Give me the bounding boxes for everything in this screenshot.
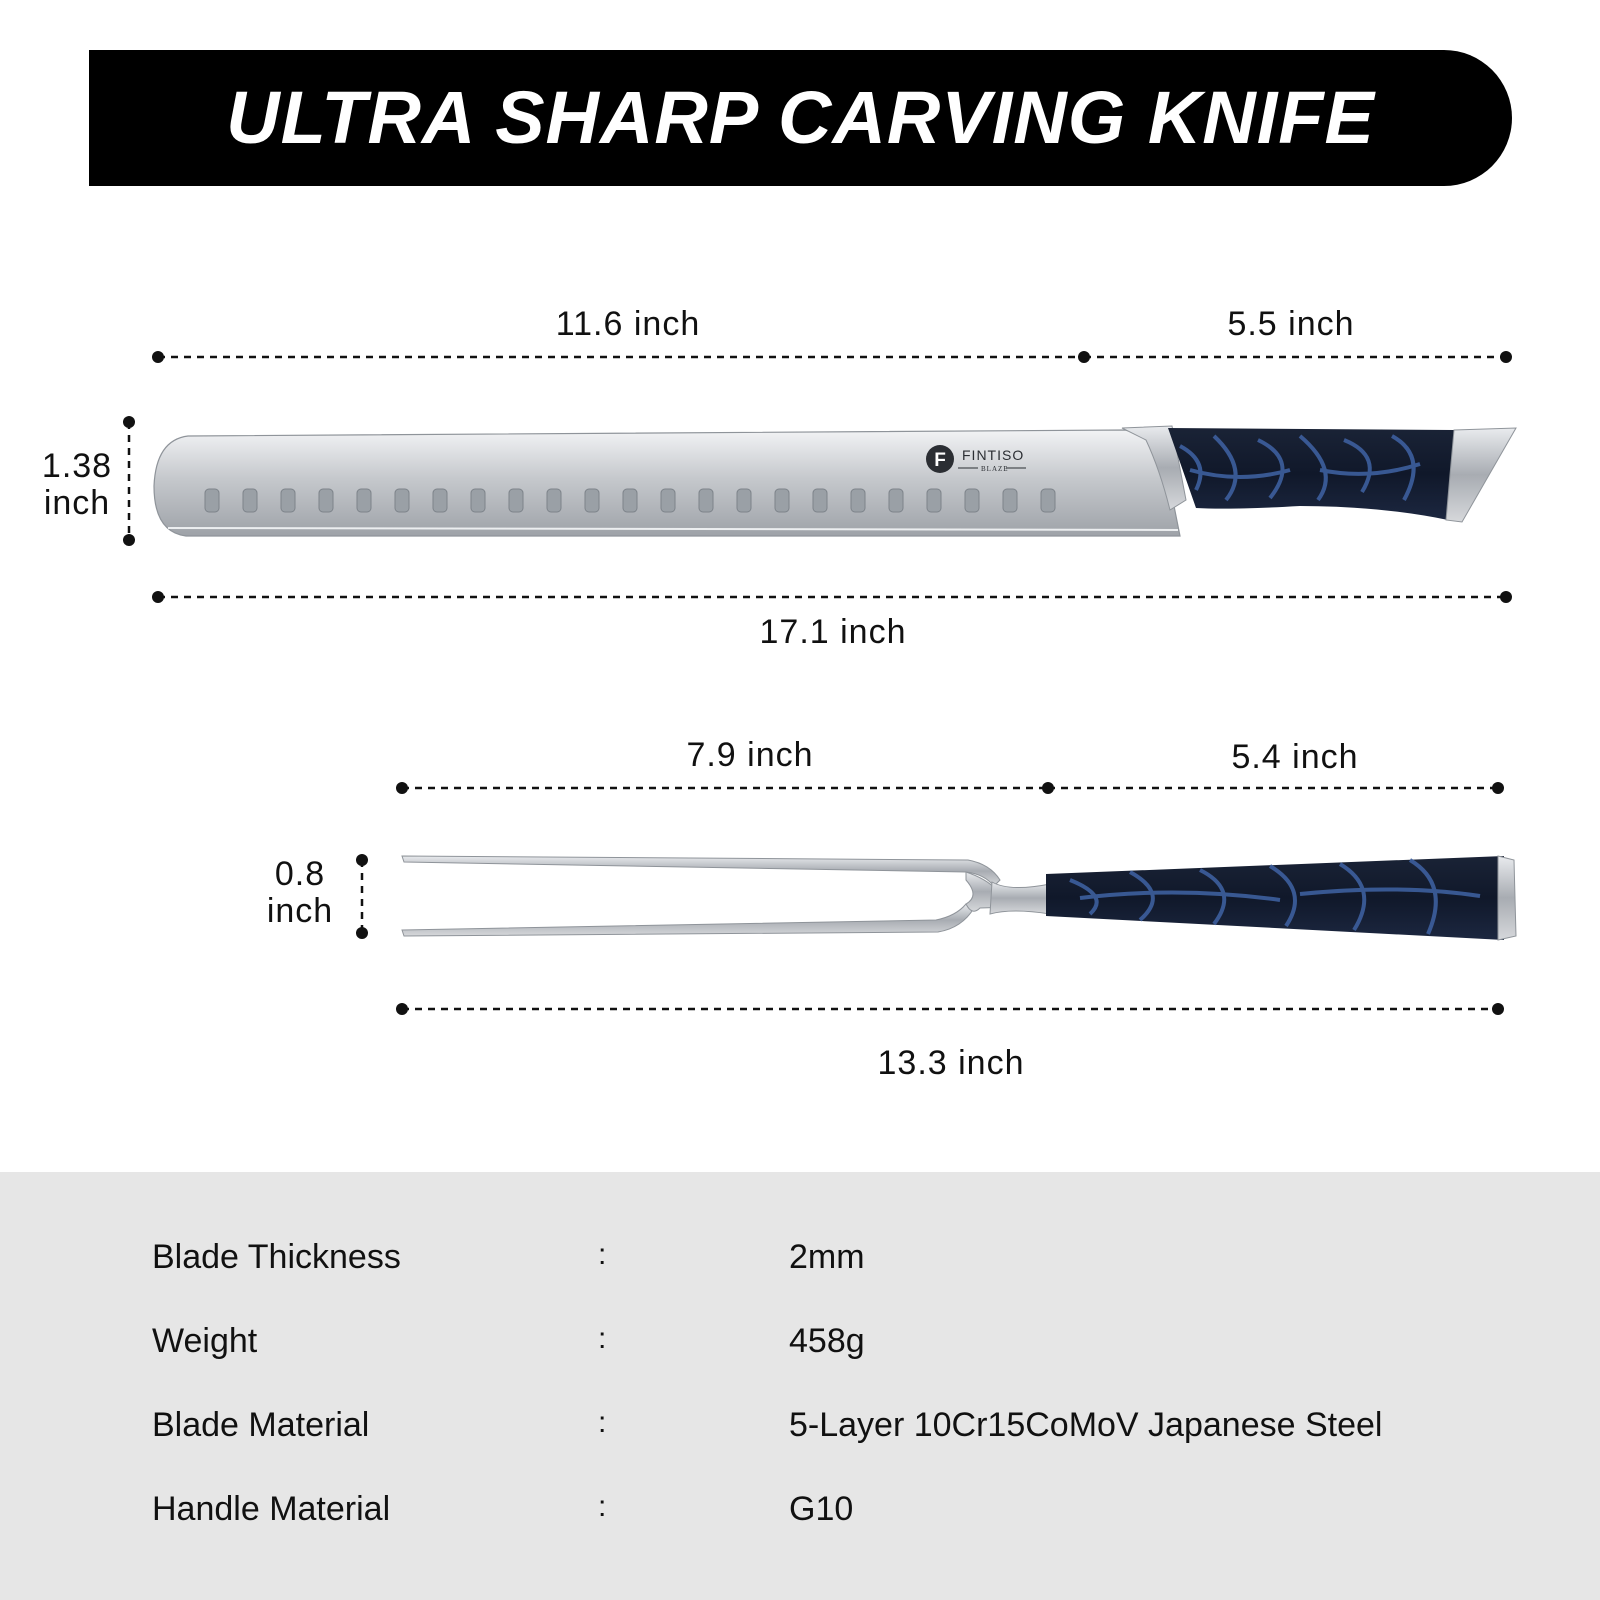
knife-total-length-label: 17.1 inch	[759, 613, 907, 651]
specifications-panel	[0, 1172, 1600, 1600]
fork-width-label	[240, 856, 360, 930]
spec-row	[0, 1322, 1600, 1372]
spec-separator: :	[598, 1322, 607, 1355]
fork-upper-tine	[402, 856, 1000, 886]
fork-lower-tine	[402, 904, 974, 936]
knife-height-value: 1.38	[41, 447, 113, 485]
knife-butt-cap	[1446, 428, 1516, 522]
brand-name: FINTISO	[962, 447, 1025, 463]
spec-label: Weight	[152, 1322, 258, 1360]
svg-text:F: F	[934, 450, 946, 471]
knife-height-unit: inch	[43, 484, 111, 522]
knife-blade	[154, 430, 1180, 536]
granton-dimples	[205, 489, 1055, 512]
fork-width-unit: inch	[266, 892, 334, 930]
carving-knife	[154, 426, 1516, 536]
carving-fork	[402, 856, 1516, 940]
knife-height-label	[17, 448, 137, 522]
page-title: ULTRA SHARP CARVING KNIFE	[226, 76, 1375, 159]
spec-label: Handle Material	[152, 1490, 391, 1528]
fork-tine-length-label: 7.9 inch	[686, 736, 814, 774]
fork-total-length-label: 13.3 inch	[877, 1044, 1025, 1082]
spec-row	[0, 1406, 1600, 1456]
fork-total-dimension-line	[396, 1003, 1504, 1015]
spec-label: Blade Thickness	[152, 1238, 401, 1276]
spec-row	[0, 1238, 1600, 1288]
fork-handle-length-label: 5.4 inch	[1231, 738, 1359, 776]
brand-sub: BLAZE	[981, 465, 1009, 473]
knife-handle-length-label: 5.5 inch	[1227, 305, 1355, 343]
spec-separator: :	[598, 1238, 607, 1271]
fork-handle-dimension-line	[1048, 782, 1504, 794]
knife-total-dimension-line	[152, 591, 1512, 603]
spec-separator: :	[598, 1490, 607, 1523]
knife-blade-length-label: 11.6 inch	[555, 305, 701, 343]
spec-value: 5-Layer 10Cr15CoMoV Japanese Steel	[789, 1406, 1383, 1444]
knife-handle-dimension-line	[1084, 351, 1512, 363]
knife-blade-dimension-line	[152, 351, 1090, 363]
spec-value: 458g	[789, 1322, 865, 1360]
spec-value: 2mm	[789, 1238, 865, 1276]
fork-width-value: 0.8	[274, 855, 326, 893]
fork-tine-dimension-line	[396, 782, 1054, 794]
spec-value: G10	[789, 1490, 854, 1528]
spec-label: Blade Material	[152, 1406, 370, 1444]
spec-row	[0, 1490, 1600, 1540]
fork-end-cap	[1498, 856, 1516, 940]
spec-separator: :	[598, 1406, 607, 1439]
fintiso-logo-icon	[926, 445, 954, 473]
